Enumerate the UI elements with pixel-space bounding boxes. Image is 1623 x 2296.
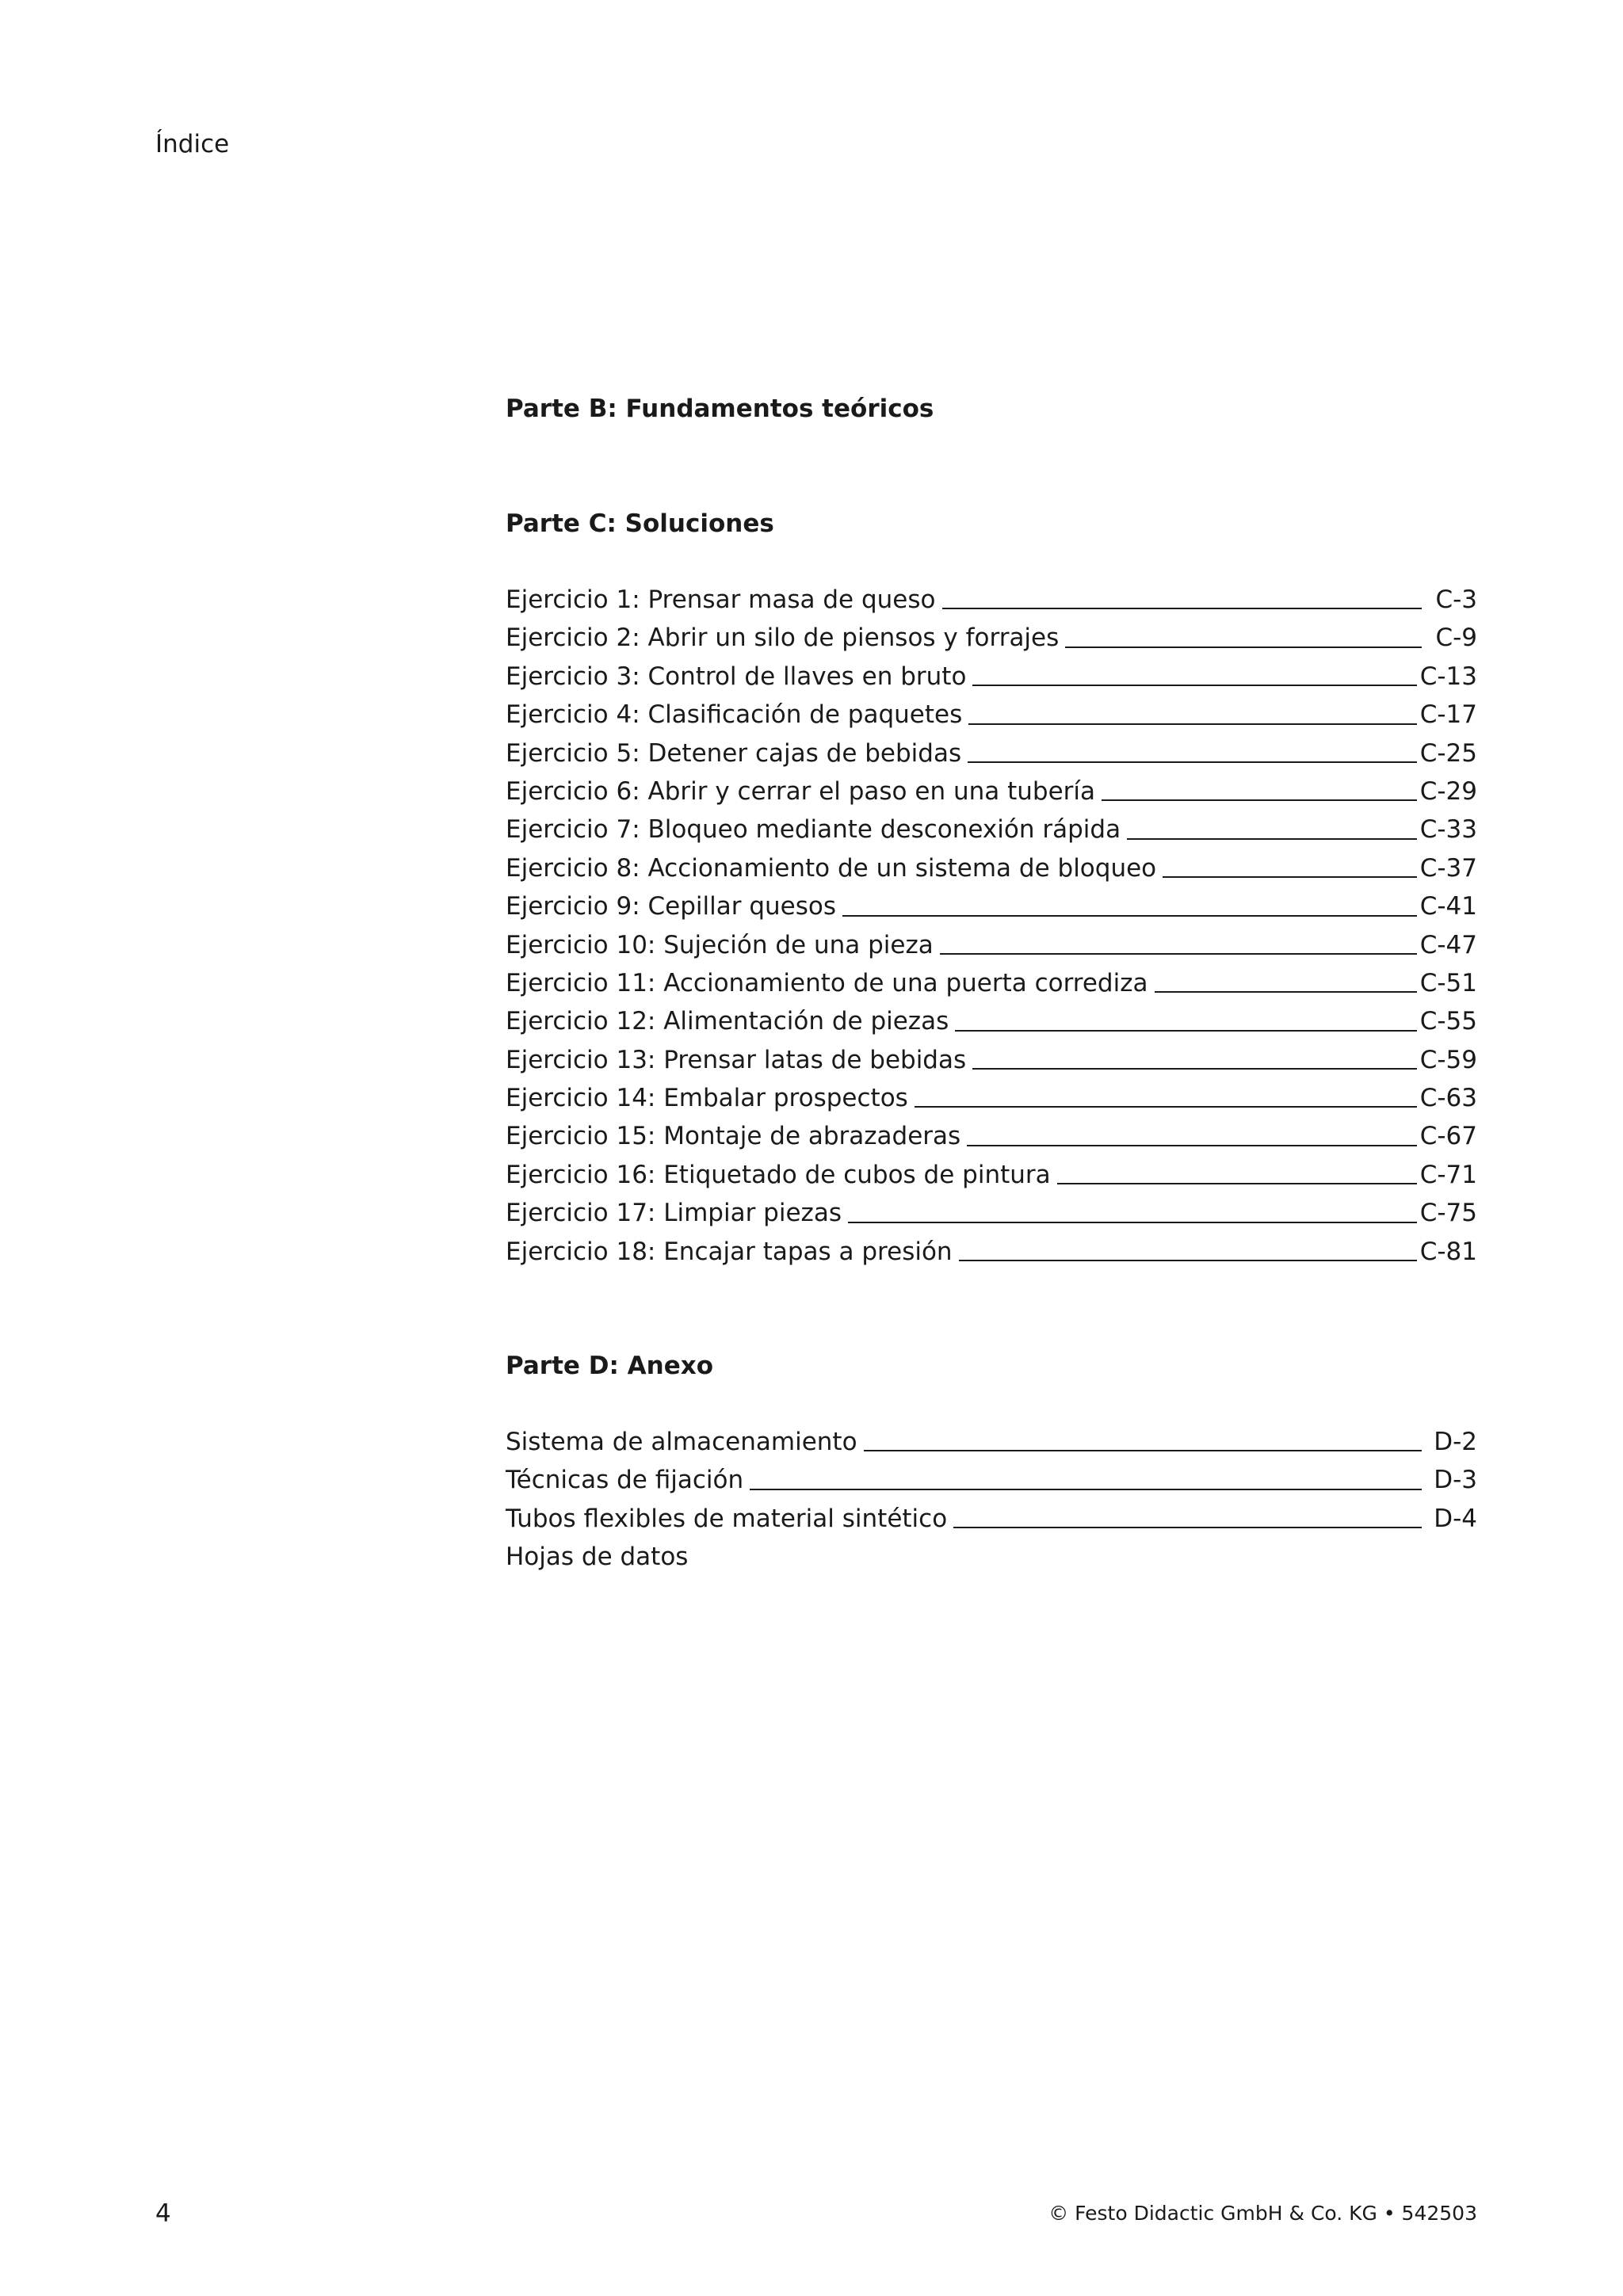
toc-leader-line — [1155, 991, 1417, 993]
toc-entry[interactable] — [506, 658, 1477, 696]
toc-entry-title: Técnicas de fijación — [506, 1466, 744, 1495]
toc-entry-title: Ejercicio 14: Embalar prospectos — [506, 1084, 908, 1113]
toc-entry[interactable] — [506, 619, 1477, 657]
toc-entry-title: Ejercicio 11: Accionamiento de una puerta corrediza — [506, 968, 1148, 997]
toc-entry[interactable] — [506, 1194, 1477, 1232]
toc-entry-title: Ejercicio 12: Alimentación de piezas — [506, 1007, 949, 1036]
toc-entry[interactable] — [506, 1538, 1477, 1576]
toc-leader-line — [1065, 646, 1422, 648]
toc-entry[interactable] — [506, 926, 1477, 964]
section-heading-part-d: Parte D: Anexo — [506, 1352, 714, 1381]
toc-entry-page: C-71 — [1419, 1160, 1477, 1189]
toc-entry-page: D-4 — [1434, 1504, 1477, 1533]
toc-entry-page: D-3 — [1434, 1466, 1477, 1495]
toc-leader-line — [959, 1260, 1417, 1261]
toc-entry-page: C-41 — [1419, 892, 1477, 921]
toc-entry-title: Ejercicio 13: Prensar latas de bebidas — [506, 1045, 967, 1074]
copyright-notice: © Festo Didactic GmbH & Co. KG • 542503 — [1048, 2202, 1477, 2225]
toc-entry-title: Ejercicio 4: Clasificación de paquetes — [506, 700, 963, 730]
page-header-title: Índice — [155, 130, 230, 158]
toc-entry[interactable] — [506, 1500, 1477, 1538]
toc-entry-page: C-25 — [1419, 738, 1477, 768]
toc-leader-line — [953, 1527, 1422, 1528]
section-heading-part-c: Parte C: Soluciones — [506, 509, 774, 538]
toc-entry-page: C-67 — [1419, 1122, 1477, 1151]
toc-entry[interactable] — [506, 696, 1477, 734]
toc-entry[interactable] — [506, 887, 1477, 925]
toc-entry-page: C-75 — [1419, 1199, 1477, 1228]
toc-entry-title: Tubos flexibles de material sintético — [506, 1504, 948, 1533]
toc-leader-line — [967, 1145, 1417, 1146]
toc-entry-title: Hojas de datos — [506, 1543, 689, 1572]
section-heading-part-b: Parte B: Fundamentos teóricos — [506, 395, 934, 423]
toc-entry[interactable] — [506, 1002, 1477, 1040]
table-of-contents — [506, 390, 1477, 1577]
toc-entry-page: C-47 — [1419, 930, 1477, 959]
toc-entry-title: Ejercicio 1: Prensar masa de queso — [506, 585, 936, 614]
toc-leader-line — [968, 723, 1416, 725]
toc-entry[interactable] — [506, 581, 1477, 619]
toc-entry-page: C-33 — [1419, 815, 1477, 845]
toc-entry[interactable] — [506, 734, 1477, 772]
toc-entry-page: C-55 — [1419, 1007, 1477, 1036]
toc-entry-title: Ejercicio 2: Abrir un silo de piensos y forrajes — [506, 624, 1060, 653]
toc-leader-line — [942, 608, 1423, 609]
toc-entry-title: Ejercicio 10: Sujeción de una pieza — [506, 930, 934, 959]
toc-leader-line — [915, 1106, 1417, 1108]
toc-entry[interactable] — [506, 1041, 1477, 1079]
toc-leader-line — [1057, 1183, 1417, 1184]
toc-leader-line — [750, 1489, 1422, 1490]
toc-entry-title: Ejercicio 8: Accionamiento de un sistema de bloqueo — [506, 853, 1157, 883]
toc-entry-page: C-13 — [1419, 662, 1477, 691]
toc-entry[interactable] — [506, 1423, 1477, 1461]
toc-leader-line — [968, 761, 1417, 763]
toc-leader-line — [1127, 838, 1417, 840]
toc-entry-title: Ejercicio 7: Bloqueo mediante desconexión rápida — [506, 815, 1121, 845]
toc-leader-line — [864, 1450, 1422, 1451]
toc-entry-title: Ejercicio 3: Control de llaves en bruto — [506, 662, 967, 691]
toc-leader-line — [842, 915, 1417, 917]
part-d-entry-list — [506, 1423, 1477, 1577]
toc-entry-title: Ejercicio 18: Encajar tapas a presión — [506, 1237, 953, 1266]
toc-entry-page: D-2 — [1434, 1428, 1477, 1457]
toc-entry[interactable] — [506, 964, 1477, 1002]
toc-entry[interactable] — [506, 810, 1477, 849]
toc-entry-page: C-37 — [1419, 853, 1477, 883]
toc-entry-title: Sistema de almacenamiento — [506, 1428, 857, 1457]
toc-entry-title: Ejercicio 6: Abrir y cerrar el paso en una tubería — [506, 776, 1095, 806]
toc-leader-line — [955, 1030, 1416, 1032]
toc-leader-line — [972, 685, 1416, 686]
part-c-entry-list — [506, 581, 1477, 1271]
toc-entry-page: C-51 — [1419, 968, 1477, 997]
toc-entry-title: Ejercicio 9: Cepillar quesos — [506, 892, 836, 921]
toc-entry-title: Ejercicio 5: Detener cajas de bebidas — [506, 738, 962, 768]
toc-entry-page: C-9 — [1435, 624, 1477, 653]
toc-leader-line — [1102, 799, 1417, 801]
toc-entry[interactable] — [506, 1461, 1477, 1499]
toc-entry-title: Ejercicio 16: Etiquetado de cubos de pintura — [506, 1160, 1051, 1189]
toc-entry-page: C-59 — [1419, 1045, 1477, 1074]
toc-entry[interactable] — [506, 1117, 1477, 1155]
toc-entry-title: Ejercicio 17: Limpiar piezas — [506, 1199, 842, 1228]
toc-leader-line — [1163, 876, 1417, 878]
toc-entry-title: Ejercicio 15: Montaje de abrazaderas — [506, 1122, 961, 1151]
toc-entry[interactable] — [506, 772, 1477, 810]
toc-leader-line — [972, 1068, 1417, 1070]
toc-leader-line — [848, 1222, 1417, 1223]
toc-entry-page: C-17 — [1419, 700, 1477, 730]
toc-entry-page: C-63 — [1419, 1084, 1477, 1113]
toc-entry[interactable] — [506, 1079, 1477, 1117]
toc-entry-page: C-81 — [1419, 1237, 1477, 1266]
toc-entry[interactable] — [506, 1156, 1477, 1194]
page-number: 4 — [155, 2199, 171, 2228]
toc-entry[interactable] — [506, 849, 1477, 887]
toc-leader-line — [940, 953, 1417, 955]
toc-entry-page: C-3 — [1435, 585, 1477, 614]
toc-entry[interactable] — [506, 1233, 1477, 1271]
toc-entry-page: C-29 — [1419, 776, 1477, 806]
